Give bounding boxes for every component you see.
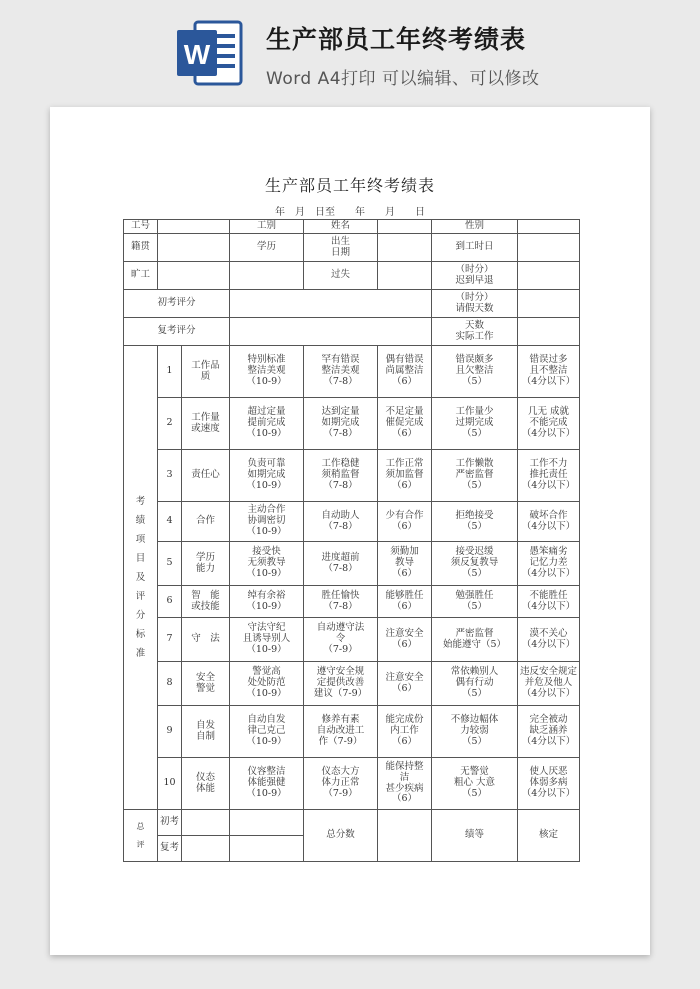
criteria-item: 责任心: [182, 450, 230, 502]
value-chukao-2[interactable]: [230, 810, 304, 836]
criteria-level-4: 工作懒散 严密监督 （5）: [432, 450, 518, 502]
label-xueli: 学历: [230, 234, 304, 262]
label-gonghao: 工号: [124, 220, 158, 234]
criteria-number: 3: [158, 450, 182, 502]
criteria-side-text: 考绩项目及评分标准: [135, 496, 146, 659]
criteria-level-5: 愚笨痛劣 记忆力差 （4分以下）: [518, 542, 580, 586]
criteria-row: [124, 346, 580, 398]
label-kuanggong: 旷工: [124, 262, 158, 290]
criteria-number: 4: [158, 502, 182, 542]
criteria-level-5: 错误过多 且不整洁 （4分以下）: [518, 346, 580, 398]
criteria-level-2: 遵守安全规 定提供改善 建议（7-9）: [304, 662, 378, 706]
criteria-item: 自发 自制: [182, 706, 230, 758]
criteria-level-2: 修养有素 自动改进工 作（7-9）: [304, 706, 378, 758]
criteria-level-1: 特别标准 整洁美观 （10-9）: [230, 346, 304, 398]
criteria-level-4: 接受迟缓 须反复教导 （5）: [432, 542, 518, 586]
ping-label-1: 总: [136, 822, 145, 832]
ping-label-2: 评: [136, 839, 145, 849]
criteria-number: 1: [158, 346, 182, 398]
criteria-number: 6: [158, 586, 182, 618]
value-zongfen[interactable]: [378, 810, 432, 862]
label-qingjia: （时分） 请假天数: [432, 290, 518, 318]
criteria-row: [124, 586, 580, 618]
criteria-level-3: 注意安全 （6）: [378, 618, 432, 662]
label-heding: 核定: [518, 810, 580, 862]
document-page: [50, 107, 650, 955]
criteria-level-2: 自动助人 （7-8）: [304, 502, 378, 542]
value-fukao[interactable]: [230, 318, 432, 346]
criteria-level-3: 能完成份 内工作 （6）: [378, 706, 432, 758]
criteria-level-2: 仪态大方 体力正常 （7-9）: [304, 758, 378, 810]
footer-row-chukao: [124, 810, 580, 836]
header-subtitle: Word A4打印 可以编辑、可以修改: [266, 69, 540, 89]
criteria-level-4: 拒绝接受 （5）: [432, 502, 518, 542]
criteria-level-2: 自动遵守法 令 （7-9）: [304, 618, 378, 662]
criteria-item: 工作品 质: [182, 346, 230, 398]
label-chukao-short: 初考: [158, 810, 182, 836]
criteria-level-5: 工作不力 推托责任 （4分以下）: [518, 450, 580, 502]
criteria-level-1: 绰有余裕 （10-9）: [230, 586, 304, 618]
value-guoshi[interactable]: [378, 262, 432, 290]
value-blank-1[interactable]: [230, 262, 304, 290]
criteria-level-1: 自动自发 律己克己 （10-9）: [230, 706, 304, 758]
criteria-level-5: 几无 成就 不能完成 （4分以下）: [518, 398, 580, 450]
word-icon-letter: W: [183, 39, 211, 70]
criteria-level-1: 超过定量 提前完成 （10-9）: [230, 398, 304, 450]
criteria-level-5: 使人厌恶 体弱多病 （4分以下）: [518, 758, 580, 810]
criteria-level-3: 须勤加 教导 （6）: [378, 542, 432, 586]
value-fukao-2[interactable]: [230, 836, 304, 862]
criteria-item: 工作量 或速度: [182, 398, 230, 450]
criteria-level-3: 能保持整 洁 甚少疾病 （6）: [378, 758, 432, 810]
criteria-row: [124, 706, 580, 758]
value-chidao[interactable]: [518, 262, 580, 290]
criteria-level-2: 达到定量 如期完成 （7-8）: [304, 398, 378, 450]
criteria-level-3: 能够胜任 （6）: [378, 586, 432, 618]
criteria-side-label: [124, 346, 158, 810]
criteria-level-5: 不能胜任 （4分以下）: [518, 586, 580, 618]
ping-label: [124, 810, 158, 862]
criteria-row: [124, 542, 580, 586]
value-chukao[interactable]: [230, 290, 432, 318]
criteria-item: 学历 能力: [182, 542, 230, 586]
criteria-level-2: 胜任愉快 （7-8）: [304, 586, 378, 618]
criteria-number: 10: [158, 758, 182, 810]
criteria-item: 仪态 体能: [182, 758, 230, 810]
label-gongbie: 工别: [230, 220, 304, 234]
criteria-row: [124, 398, 580, 450]
word-icon: [175, 18, 243, 88]
criteria-number: 2: [158, 398, 182, 450]
value-jiguan[interactable]: [158, 234, 230, 262]
date-range-line: 年 月 日至 年 月 日: [275, 207, 425, 218]
header-title: 生产部员工年终考绩表: [266, 25, 527, 54]
criteria-row: [124, 758, 580, 810]
criteria-level-5: 完全被动 缺乏涵养 （4分以下）: [518, 706, 580, 758]
criteria-level-1: 警觉高 处处防范 （10-9）: [230, 662, 304, 706]
criteria-level-4: 工作量少 过期完成 （5）: [432, 398, 518, 450]
criteria-level-5: 破坏合作 （4分以下）: [518, 502, 580, 542]
row-fukao: [124, 318, 580, 346]
label-xingming: 姓名: [304, 220, 378, 234]
criteria-row: [124, 662, 580, 706]
value-daogong[interactable]: [518, 234, 580, 262]
label-shiji: 天数 实际工作: [432, 318, 518, 346]
criteria-item: 守 法: [182, 618, 230, 662]
criteria-item: 智 能 或技能: [182, 586, 230, 618]
criteria-level-1: 守法守纪 且诱导别人 （10-9）: [230, 618, 304, 662]
criteria-row: [124, 618, 580, 662]
criteria-row: [124, 450, 580, 502]
value-xingming[interactable]: [378, 220, 432, 234]
label-chusheng: 出生 日期: [304, 234, 378, 262]
label-fukao-short: 复考: [158, 836, 182, 862]
label-xingbie: 性别: [432, 220, 518, 234]
document-title: 生产部员工年终考绩表: [264, 176, 435, 195]
label-zongfen: 总分数: [304, 810, 378, 862]
criteria-level-4: 常依赖别人 偶有行动 （5）: [432, 662, 518, 706]
label-guoshi: 过失: [304, 262, 378, 290]
criteria-level-2: 进度超前 （7-8）: [304, 542, 378, 586]
criteria-level-5: 漠不关心 （4分以下）: [518, 618, 580, 662]
criteria-number: 7: [158, 618, 182, 662]
label-jiguan: 籍贯: [124, 234, 158, 262]
criteria-level-4: 不修边幅体 力较弱 （5）: [432, 706, 518, 758]
value-xingbie[interactable]: [518, 220, 580, 234]
criteria-level-1: 接受快 无须教导 （10-9）: [230, 542, 304, 586]
value-chusheng[interactable]: [378, 234, 432, 262]
criteria-level-3: 少有合作 （6）: [378, 502, 432, 542]
criteria-item: 合作: [182, 502, 230, 542]
criteria-level-3: 工作正常 须加监督 （6）: [378, 450, 432, 502]
criteria-number: 8: [158, 662, 182, 706]
label-chidao: （时分） 迟到早退: [432, 262, 518, 290]
criteria-number: 5: [158, 542, 182, 586]
row-jiguan: [124, 234, 580, 262]
criteria-level-3: 注意安全 （6）: [378, 662, 432, 706]
label-daogong: 到工时日: [432, 234, 518, 262]
value-gonghao[interactable]: [158, 220, 230, 234]
criteria-level-2: 罕有错误 整洁美观 （7-8）: [304, 346, 378, 398]
criteria-level-5: 违反安全规定 并危及他人 （4分以下）: [518, 662, 580, 706]
value-chukao-1[interactable]: [182, 810, 230, 836]
document-header: [0, 0, 700, 100]
criteria-level-4: 勉强胜任 （5）: [432, 586, 518, 618]
criteria-level-1: 仪容整洁 体能强健 （10-9）: [230, 758, 304, 810]
criteria-level-3: 偶有错误 尚属整洁 （6）: [378, 346, 432, 398]
row-kuanggong: [124, 262, 580, 290]
appraisal-table: [123, 219, 580, 862]
criteria-level-3: 不足定量 催促完成 （6）: [378, 398, 432, 450]
criteria-level-2: 工作稳健 须稍监督 （7-8）: [304, 450, 378, 502]
label-fukao: 复考评分: [124, 318, 230, 346]
value-shiji[interactable]: [518, 318, 580, 346]
criteria-level-1: 主动合作 协调密切 （10-9）: [230, 502, 304, 542]
criteria-level-4: 无警觉 粗心 大意 （5）: [432, 758, 518, 810]
criteria-number: 9: [158, 706, 182, 758]
row-chukao: [124, 290, 580, 318]
value-kuanggong[interactable]: [158, 262, 230, 290]
value-qingjia[interactable]: [518, 290, 580, 318]
criteria-level-1: 负责可靠 如期完成 （10-9）: [230, 450, 304, 502]
value-fukao-1[interactable]: [182, 836, 230, 862]
label-chukao: 初考评分: [124, 290, 230, 318]
row-id: [124, 220, 580, 234]
criteria-level-4: 错误颇多 且欠整洁 （5）: [432, 346, 518, 398]
criteria-row: [124, 502, 580, 542]
label-jideng: 绩等: [432, 810, 518, 862]
criteria-level-4: 严密监督 始能遵守（5）: [432, 618, 518, 662]
criteria-item: 安全 警觉: [182, 662, 230, 706]
